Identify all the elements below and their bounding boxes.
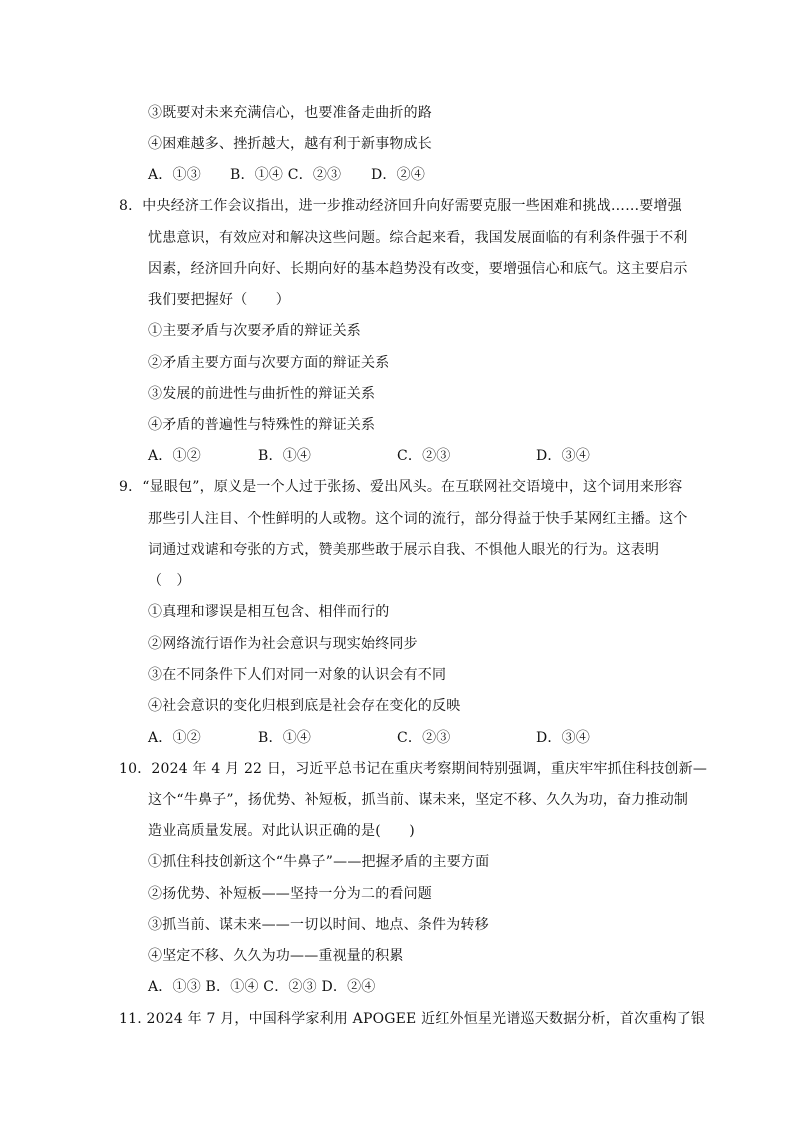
q10-item-4: ④坚定不移、久久为功——重视量的积累 xyxy=(148,948,404,964)
q11-stem-line-1: 11. 2024 年 7 月，中国科学家利用 APOGEE 近红外恒星光谱巡天数据分析，首次重构了银 xyxy=(119,1011,706,1027)
q8-stem-line-3: 因素，经济回升向好、长期向好的基本趋势没有改变，要增强信心和底气。这主要启示 xyxy=(148,261,688,277)
q9-option-b: B．①④ xyxy=(258,730,312,746)
q8-option-c: C．②③ xyxy=(397,448,451,464)
q8-stem-line-2: 忧患意识，有效应对和解决这些问题。综合起来看，我国发展面临的有利条件强于不利 xyxy=(148,230,688,246)
q9-option-a: A．①② xyxy=(148,730,201,746)
q9-option-d: D．③④ xyxy=(536,730,591,746)
q9-stem-line-2: 那些引人注目、个性鲜明的人或物。这个词的流行，部分得益于快手某网红主播。这个 xyxy=(148,511,688,527)
q10-stem-line-1: 10．2024 年 4 月 22 日，习近平总书记在重庆考察期间特别强调，重庆牢牢抓住科技创新— xyxy=(119,761,708,777)
q9-stem-line-3: 词通过戏谑和夸张的方式，赞美那些敢于展示自我、不惧他人眼光的行为。这表明 xyxy=(148,542,660,558)
q9-stem-line-4: （ ） xyxy=(148,573,191,589)
q7-item-3: ③既要对未来充满信心，也要准备走曲折的路 xyxy=(148,105,432,121)
q7-item-4: ④困难越多、挫折越大，越有利于新事物成长 xyxy=(148,136,432,152)
q9-item-4: ④社会意识的变化归根到底是社会存在变化的反映 xyxy=(148,698,461,714)
q9-option-c: C．②③ xyxy=(397,730,451,746)
q8-stem-line-4: 我们要把握好（ ） xyxy=(148,292,290,308)
q7-option-b-c: B．①④ C．②③ xyxy=(230,167,342,183)
q10-stem-line-2: 这个“牛鼻子”，扬优势、补短板，抓当前、谋未来，坚定不移、久久为功，奋力推动制 xyxy=(148,792,689,808)
q8-item-1: ①主要矛盾与次要矛盾的辩证关系 xyxy=(148,323,361,339)
q9-item-1: ①真理和谬误是相互包含、相伴而行的 xyxy=(148,604,390,620)
q8-stem-line-1: 8．中央经济工作会议指出，进一步推动经济回升向好需要克服一些困难和挑战……要增强 xyxy=(119,198,682,214)
q10-item-2: ②扬优势、补短板——坚持一分为二的看问题 xyxy=(148,886,432,902)
q9-item-3: ③在不同条件下人们对同一对象的认识会有不同 xyxy=(148,667,447,683)
q10-item-3: ③抓当前、谋未来——一切以时间、地点、条件为转移 xyxy=(148,917,489,933)
q8-option-a: A．①② xyxy=(148,448,201,464)
q10-options: A．①③ B．①④ C．②③ D．②④ xyxy=(148,979,376,995)
q8-option-b: B．①④ xyxy=(258,448,312,464)
q7-option-d: D．②④ xyxy=(371,167,426,183)
q8-item-3: ③发展的前进性与曲折性的辩证关系 xyxy=(148,386,376,402)
q8-option-d: D．③④ xyxy=(536,448,591,464)
q8-item-4: ④矛盾的普遍性与特殊性的辩证关系 xyxy=(148,417,376,433)
q10-stem-line-3: 造业高质量发展。对此认识正确的是( ) xyxy=(148,823,415,839)
q7-option-a: A．①③ xyxy=(148,167,201,183)
q9-stem-line-1: 9．“显眼包”，原义是一个人过于张扬、爱出风头。在互联网社交语境中，这个词用来形容 xyxy=(119,479,683,495)
q9-item-2: ②网络流行语作为社会意识与现实始终同步 xyxy=(148,636,418,652)
q10-item-1: ①抓住科技创新这个“牛鼻子”——把握矛盾的主要方面 xyxy=(148,854,490,870)
q8-item-2: ②矛盾主要方面与次要方面的辩证关系 xyxy=(148,355,390,371)
